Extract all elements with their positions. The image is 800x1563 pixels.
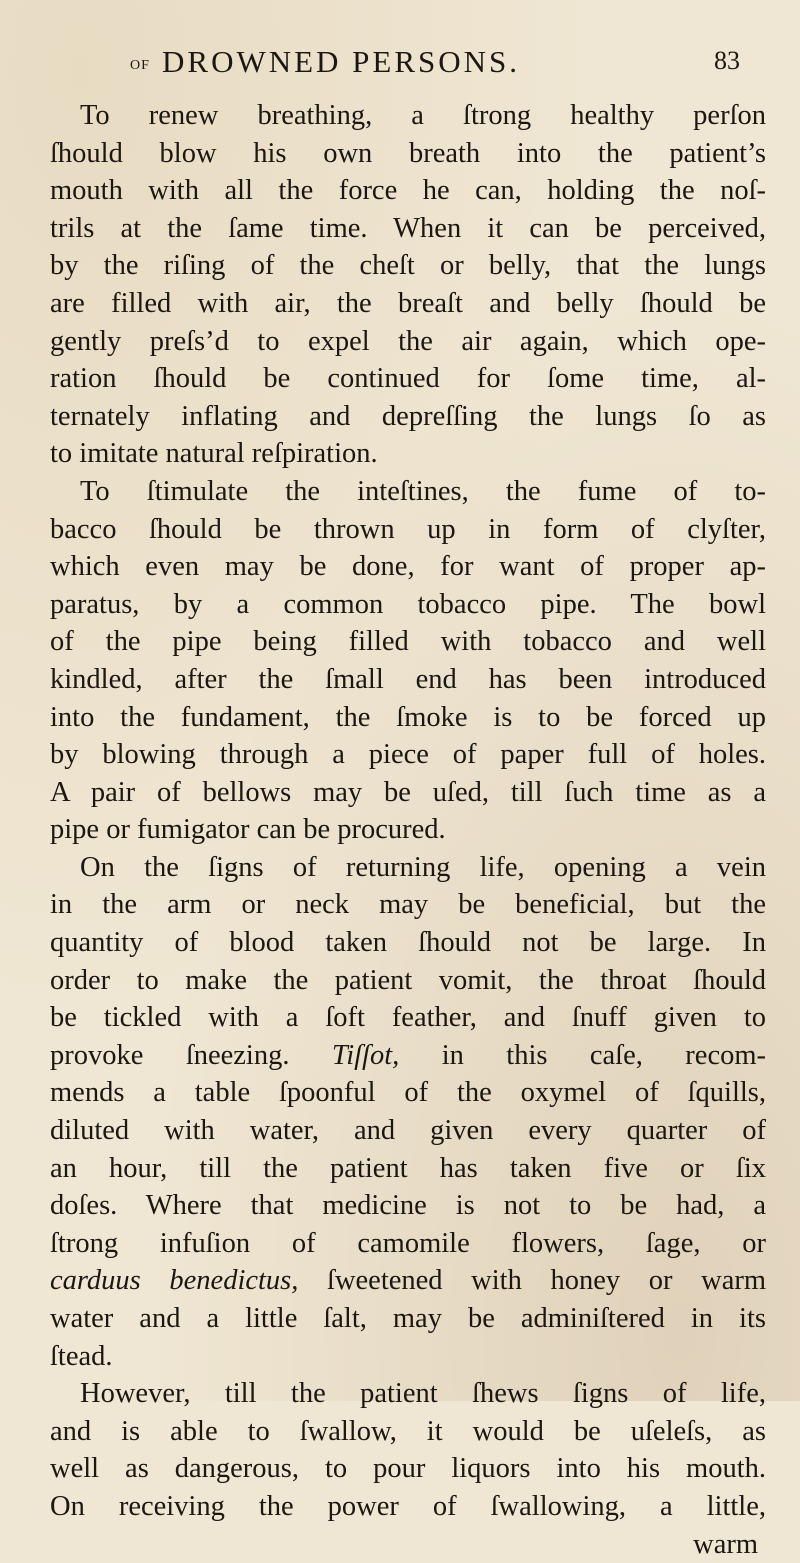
text-line: are filled with air, the breaſt and belly ſhould be (50, 287, 766, 319)
text-line: kindled, after the ſmall end has been introduced (50, 663, 766, 695)
text-line: ſtead. (50, 1340, 113, 1372)
text-line: To renew breathing, a ſtrong healthy perſon (80, 100, 766, 131)
text-segment: provoke ſneezing. (50, 1039, 290, 1071)
catchword: warm (693, 1528, 758, 1560)
text-line: doſes. Where that medicine is not to be had, a (50, 1190, 766, 1222)
running-head (130, 40, 770, 80)
text-segment: ſweetened with honey or warm (327, 1265, 766, 1297)
text-line: On receiving the power of ſwallowing, a little, (50, 1490, 766, 1522)
text-line: pipe or fumigator can be procured. (50, 814, 446, 846)
text-line: an hour, till the patient has taken five or ſix (50, 1152, 766, 1184)
text-line: to imitate natural reſpiration. (50, 438, 378, 470)
text-line: water and a little ſalt, may be adminiſtered in its (50, 1303, 766, 1334)
text-line: by the riſing of the cheſt or belly, that the lungs (50, 250, 766, 282)
text-line: trils at the ſame time. When it can be perceived, (50, 212, 766, 244)
page-number: 83 (714, 46, 740, 75)
text-line: However, till the patient ſhews ſigns of life, (80, 1378, 766, 1410)
text-line: A pair of bellows may be uſed, till ſuch time as a (50, 776, 766, 808)
text-line: of the pipe being filled with tobacco and well (50, 626, 766, 658)
italic-name: carduus benedictus, (50, 1265, 299, 1297)
text-line: diluted with water, and given every quarter of (50, 1115, 766, 1147)
running-head-title: DROWNED PERSONS. (162, 44, 521, 79)
running-head-prefix: of (130, 52, 150, 74)
text-line: by blowing through a piece of paper full of holes. (50, 739, 766, 771)
body-text (50, 97, 766, 1563)
italic-name: Tiſſot, (331, 1039, 400, 1071)
text-line: On the ſigns of returning life, opening a vein (80, 851, 766, 883)
text-line: paratus, by a common tobacco pipe. The bowl (50, 588, 766, 620)
text-line: well as dangerous, to pour liquors into his mouth. (50, 1453, 766, 1485)
text-line-with-italic (50, 1262, 766, 1300)
text-line: in the arm or neck may be beneficial, but the (50, 889, 766, 921)
text-line: ſhould blow his own breath into the patient’s (50, 137, 766, 169)
text-line: bacco ſhould be thrown up in form of clyſter, (50, 513, 766, 545)
text-line: gently preſs’d to expel the air again, which ope- (50, 325, 766, 357)
text-line: ration ſhould be continued for ſome time, al- (50, 363, 766, 395)
text-line: mouth with all the force he can, holding the noſ- (50, 175, 766, 207)
text-line: be tickled with a ſoft feather, and ſnuff given to (50, 1002, 766, 1034)
text-line: ternately inflating and depreſſing the lungs ſo as (50, 400, 766, 432)
text-line: order to make the patient vomit, the throat ſhould (50, 964, 766, 996)
text-line-with-italic (50, 1037, 766, 1075)
text-line: into the fundament, the ſmoke is to be forced up (50, 701, 766, 733)
text-line: which even may be done, for want of proper ap- (50, 551, 766, 583)
text-line: To ſtimulate the inteſtines, the fume of to- (80, 475, 766, 507)
text-line: quantity of blood taken ſhould not be large. In (50, 927, 766, 959)
text-line: and is able to ſwallow, it would be uſeleſs, as (50, 1415, 766, 1447)
text-segment: in this caſe, recom- (441, 1039, 767, 1071)
text-line: ſtrong infuſion of camomile flowers, ſage, or (50, 1227, 766, 1259)
text-line: mends a table ſpoonful of the oxymel of ſquills, (50, 1077, 766, 1109)
